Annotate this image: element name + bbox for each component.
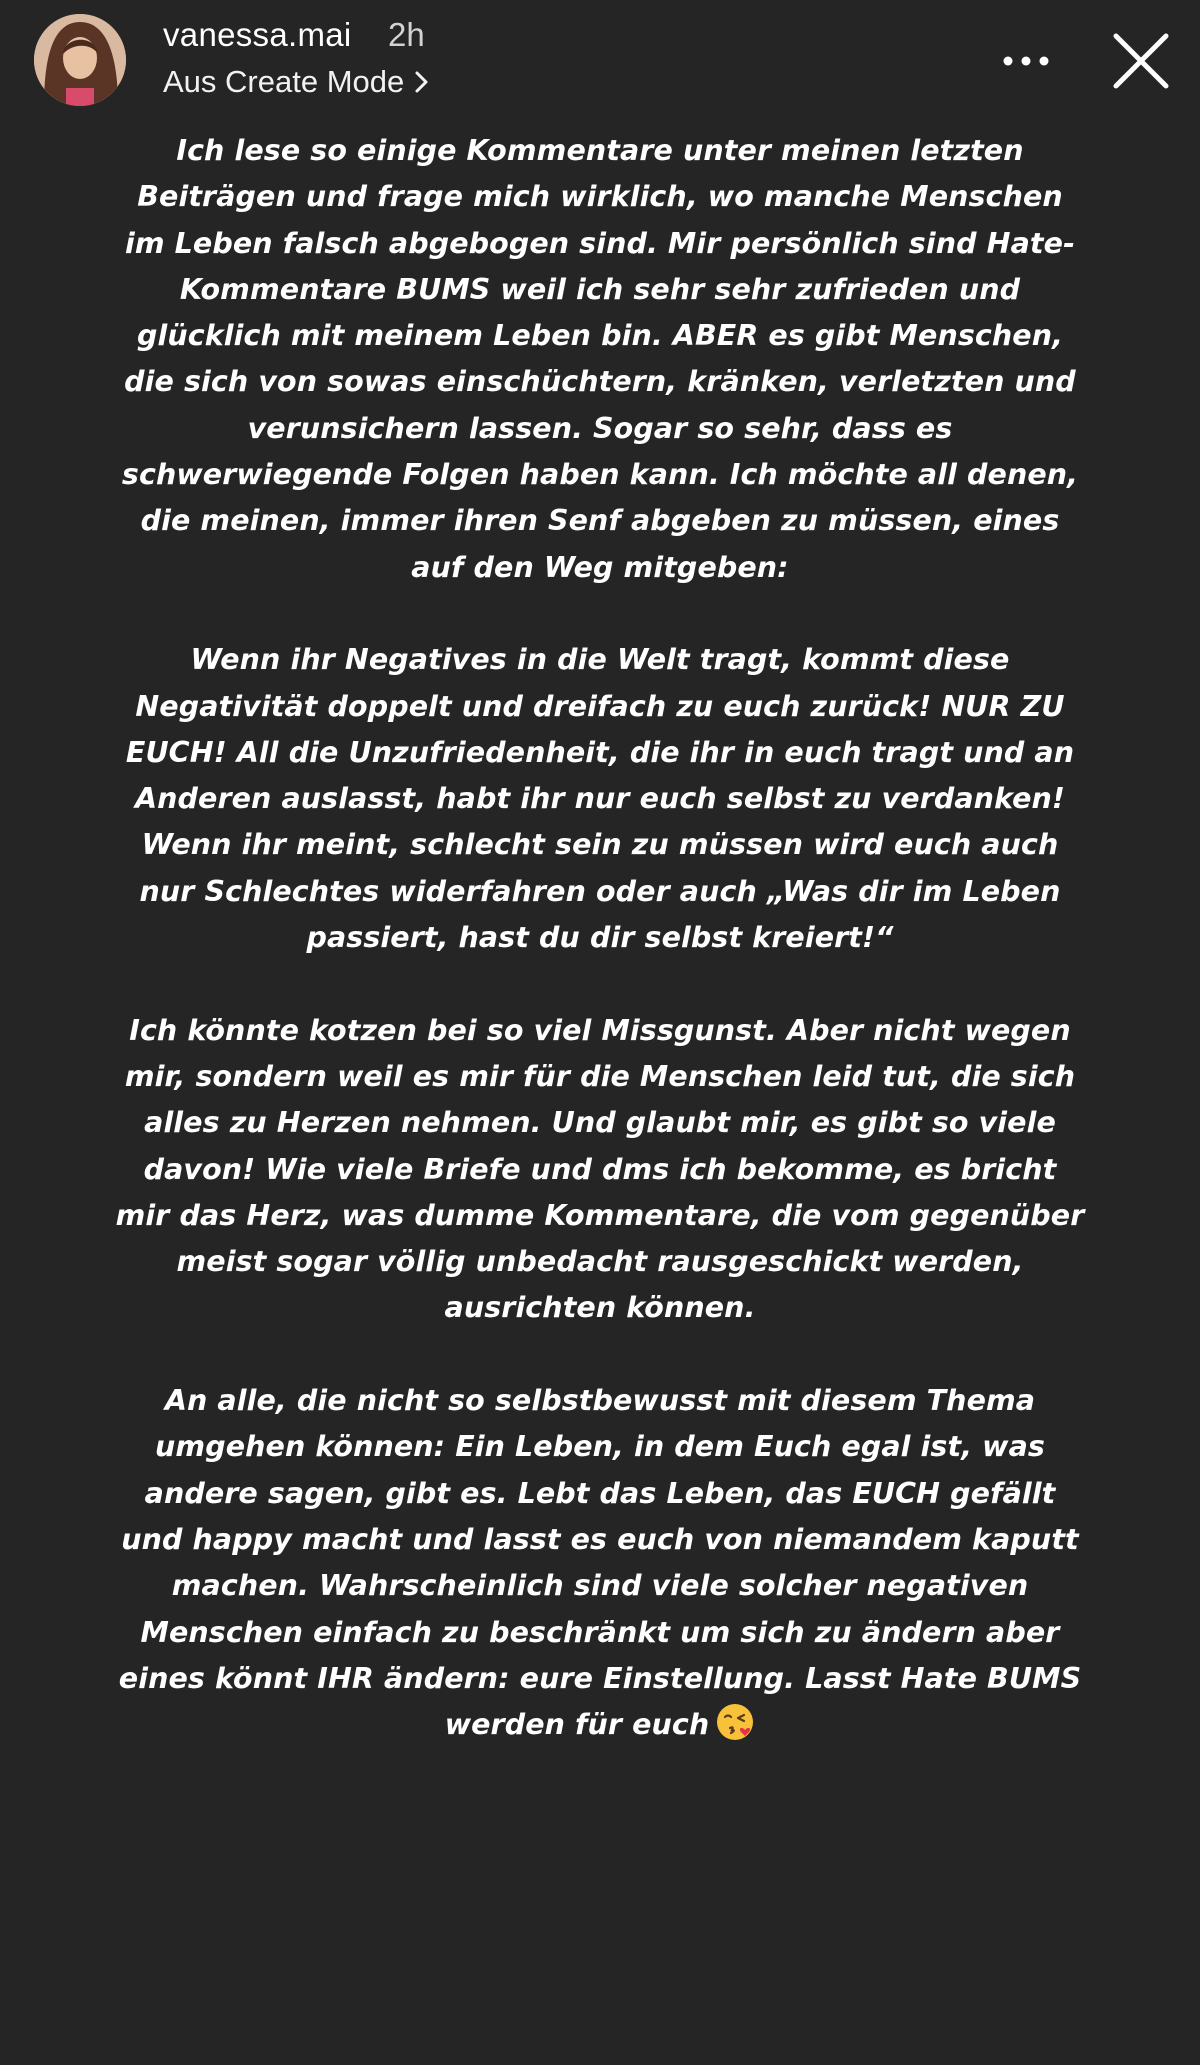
story-header (0, 0, 1200, 120)
story-paragraph-4-text: An alle, die nicht so selbstbewusst mit diesem Thema umgehen können: Ein Leben, in dem Euch egal ist, was andere sagen, gibt es. Lebt das Leben, das EUCH gefällt und happy macht und lasst es euch von niemandem kaputt machen. Wahrscheinlich sind viele solcher negativen Menschen einfach zu beschränkt um sich zu ändern aber eines könnt IHR ändern: eure Einstellung. Lasst Hate BUMS werden für euch (118, 1384, 1082, 1742)
close-icon (1108, 28, 1174, 94)
story-text (115, 128, 1085, 1748)
more-options-button[interactable] (996, 36, 1056, 86)
more-options-icon (996, 36, 1056, 86)
story-paragraph-2: Wenn ihr Negatives in die Welt tragt, kommt diese Negativität doppelt und dreifach zu euch zurück! NUR ZU EUCH! All die Unzufriedenheit, die ihr in euch tragt und an Anderen auslasst, habt ihr nur euch selbst zu verdanken! Wenn ihr meint, schlecht sein zu müssen wird euch auch nur Schlechtes widerfahren oder auch „Was dir im Leben passiert, hast du dir selbst kreiert!“ (125, 643, 1075, 955)
avatar[interactable] (34, 14, 126, 106)
create-mode-link[interactable] (163, 64, 430, 100)
story-paragraph-3: Ich könnte kotzen bei so viel Missgunst. Aber nicht wegen mir, sondern weil es mir für die Menschen leid tut, die sich alles zu Herzen nehmen. Und glaubt mir, es gibt so viele davon! Wie viele Briefe und dms ich bekomme, es bricht mir das Herz, was dumme Kommentare, die vom gegenüber meist sogar völlig unbedacht rausgeschickt werden, ausrichten können. (115, 1013, 1085, 1325)
avatar-image (34, 14, 126, 106)
story-paragraph-4 (115, 1378, 1085, 1748)
story-paragraph-1: Ich lese so einige Kommentare unter meinen letzten Beiträgen und frage mich wirklich, wo manche Menschen im Leben falsch abgebogen sind. Mir persönlich sind Hate-Kommentare BUMS weil ich sehr sehr zufrieden und glücklich mit meinem Leben bin. ABER es gibt Menschen, die sich von sowas einschüchtern, kränken, verletzten und verunsichern lassen. Sogar so sehr, dass es schwerwiegende Folgen haben kann. Ich möchte all denen, die meinen, immer ihren Senf abgeben zu müssen, eines auf den Weg mitgeben: (121, 134, 1079, 584)
create-mode-label: Aus Create Mode (163, 64, 405, 99)
post-time: 2h (388, 16, 425, 53)
close-button[interactable] (1108, 28, 1174, 94)
chevron-right-icon (414, 70, 430, 94)
face-blowing-kiss-emoji-icon (715, 1702, 755, 1742)
username[interactable]: vanessa.mai (163, 16, 352, 53)
